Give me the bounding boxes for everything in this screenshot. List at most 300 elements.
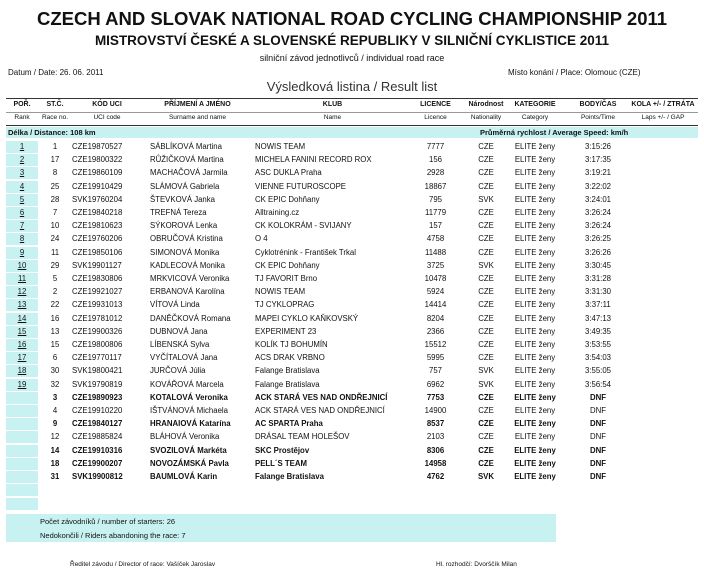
- row-start-number: 5: [52, 274, 58, 283]
- table-row: [6, 458, 698, 470]
- document-title: CZECH AND SLOVAK NATIONAL ROAD CYCLING CHAMPIONSHIP 2011: [36, 8, 668, 29]
- row-time: 3:37:11: [585, 300, 611, 310]
- row-start-number: 1: [52, 142, 58, 151]
- row-uci-code: CZE19870527: [72, 142, 123, 151]
- row-rank: 12: [17, 287, 27, 297]
- row-licence: 4758: [426, 234, 445, 244]
- row-category: ELITE ženy: [514, 472, 556, 481]
- row-time: 3:26:24: [584, 208, 611, 217]
- row-rank-cell: [6, 352, 38, 364]
- row-licence: 8306: [426, 445, 445, 455]
- row-rider-name: JURČOVÁ Júlia: [150, 366, 206, 376]
- row-start-number: 11: [50, 247, 60, 257]
- row-rank-cell: [6, 286, 38, 298]
- distance-label: Délka / Distance: 108 km: [8, 128, 96, 137]
- row-start-number: 10: [50, 221, 60, 231]
- row-licence: 14900: [424, 406, 447, 415]
- row-club: TJ CYKLOPRAG: [255, 300, 315, 310]
- row-category: ELITE ženy: [514, 366, 556, 376]
- row-rank: 11: [17, 274, 27, 283]
- row-rank-cell: [6, 445, 38, 457]
- col-laps: KOLA +/- / ZTRÁTA: [631, 101, 695, 108]
- row-time: DNF: [589, 458, 607, 468]
- row-club: ACK STARÁ VES NAD ONDŘEJNICÍ: [255, 406, 385, 415]
- row-rank-cell: [6, 458, 38, 470]
- row-start-number: 12: [50, 432, 60, 442]
- row-uci-code: SVK19900812: [72, 472, 123, 481]
- row-rank-cell: [6, 418, 38, 430]
- row-uci-code: SVK19790819: [72, 379, 123, 389]
- document-subtitle: MISTROVSTVÍ ČESKÉ A SLOVENSKÉ REPUBLIKY V SILNIČNÍ CYKLISTICE 2011: [94, 33, 610, 48]
- row-time: 3:31:28: [584, 274, 611, 283]
- row-club: O 4: [255, 234, 268, 244]
- row-start-number: 31: [50, 472, 60, 481]
- table-row: [6, 220, 698, 232]
- row-licence: 6962: [426, 379, 445, 389]
- row-licence: 11779: [424, 208, 447, 217]
- row-club: DRÁSAL TEAM HOLEŠOV: [255, 432, 350, 442]
- col-licence-en: Licence: [424, 114, 447, 121]
- row-rider-name: SÝKOROVÁ Lenka: [150, 221, 218, 231]
- row-rank: 16: [17, 340, 27, 349]
- row-rank-cell: [6, 167, 38, 179]
- row-rider-name: OBRUČOVÁ Kristina: [150, 234, 223, 244]
- table-row: [6, 247, 698, 259]
- row-rider-name: NOVOZÁMSKÁ Pavla: [150, 458, 229, 468]
- row-licence: 2928: [426, 168, 445, 178]
- row-rank: 5: [19, 194, 25, 204]
- col-start-en: Race no.: [41, 114, 69, 121]
- row-rank: 14: [17, 313, 27, 323]
- table-row: [6, 379, 698, 391]
- row-rider-name: ERBANOVÁ Karolína: [150, 287, 225, 297]
- row-club: ASC DUKLA Praha: [255, 168, 322, 178]
- row-uci-code: CZE19830806: [72, 274, 123, 283]
- row-nationality: SVK: [478, 379, 494, 389]
- table-row: [6, 418, 698, 430]
- row-category: ELITE ženy: [514, 300, 556, 310]
- row-rank: 2: [19, 155, 25, 165]
- col-name: PŘÍJMENÍ A JMÉNO: [164, 101, 231, 108]
- row-uci-code: SVK19901127: [72, 260, 122, 270]
- row-time: 3:31:30: [584, 287, 611, 297]
- row-uci-code: CZE19910429: [72, 181, 123, 191]
- row-rider-name: SIMONOVÁ Monika: [150, 247, 220, 257]
- empty-rank-cell: [6, 498, 38, 510]
- row-uci-code: SVK19800421: [72, 366, 123, 376]
- row-uci-code: CZE19890923: [72, 392, 123, 402]
- col-nat-en: Nationality: [470, 114, 502, 121]
- row-category: ELITE ženy: [514, 221, 556, 231]
- row-licence: 15512: [424, 340, 447, 349]
- col-cat: KATEGORIE: [514, 101, 556, 108]
- row-start-number: 6: [52, 353, 58, 363]
- row-rider-name: DANĚČKOVÁ Romana: [150, 313, 231, 323]
- row-category: ELITE ženy: [514, 326, 556, 336]
- row-club: VIENNE FUTUROSCOPE: [255, 181, 346, 191]
- row-uci-code: CZE19770117: [72, 353, 122, 363]
- row-rider-name: ŠTEVKOVÁ Janka: [150, 194, 216, 204]
- row-category: ELITE ženy: [514, 432, 556, 442]
- col-cat-en: Category: [521, 114, 549, 121]
- row-start-number: 16: [50, 313, 60, 323]
- row-start-number: 15: [50, 340, 60, 349]
- row-rank-cell: [6, 392, 38, 404]
- header-mid-rule: [6, 112, 698, 113]
- row-rank: 19: [17, 379, 27, 389]
- header-top-rule: [6, 98, 698, 99]
- row-category: ELITE ženy: [514, 340, 556, 349]
- row-rider-name: SÁBLÍKOVÁ Martina: [150, 142, 222, 151]
- row-nationality: CZE: [478, 340, 494, 349]
- row-rider-name: MACHAČOVÁ Jarmila: [150, 168, 228, 178]
- table-row: [6, 471, 698, 483]
- row-start-number: 18: [50, 458, 60, 468]
- row-licence: 8204: [426, 313, 445, 323]
- row-start-number: 30: [50, 366, 60, 376]
- row-nationality: CZE: [478, 142, 494, 151]
- row-time: 3:26:24: [584, 221, 611, 231]
- row-licence: 14414: [424, 300, 447, 310]
- row-time: 3:53:55: [584, 340, 611, 349]
- row-category: ELITE ženy: [514, 168, 556, 178]
- row-rank-cell: [6, 233, 38, 245]
- row-category: ELITE ženy: [514, 379, 556, 389]
- row-licence: 795: [428, 194, 442, 204]
- row-club: NOWIS TEAM: [255, 287, 306, 297]
- row-time: 3:49:35: [584, 326, 611, 336]
- row-rank-cell: [6, 194, 38, 206]
- row-club: MICHELA FANINI RECORD ROX: [255, 155, 372, 165]
- row-nationality: CZE: [478, 432, 494, 442]
- row-uci-code: CZE19850106: [72, 247, 123, 257]
- col-nat: Národnost: [468, 101, 504, 108]
- row-uci-code: CZE19910220: [72, 406, 123, 415]
- row-nationality: CZE: [478, 234, 494, 244]
- row-category: ELITE ženy: [514, 406, 556, 415]
- row-time: DNF: [589, 419, 607, 429]
- table-row: [6, 181, 698, 193]
- row-start-number: 7: [52, 208, 58, 217]
- row-club: TJ FAVORIT Brno: [255, 274, 318, 283]
- row-nationality: CZE: [478, 181, 494, 191]
- row-rider-name: SLÁMOVÁ Gabriela: [150, 181, 220, 191]
- row-rider-name: IŠTVÁNOVÁ Michaela: [150, 406, 228, 415]
- row-rider-name: KADLECOVÁ Monika: [150, 260, 225, 270]
- row-uci-code: CZE19860109: [72, 168, 123, 178]
- row-licence: 18867: [424, 181, 447, 191]
- row-rank-cell: [6, 207, 38, 219]
- row-rider-name: BLÁHOVÁ Veronika: [150, 432, 220, 442]
- row-rider-name: LÍBENSKÁ Sylva: [150, 340, 210, 349]
- row-uci-code: CZE19840127: [72, 419, 123, 429]
- row-category: ELITE ženy: [514, 234, 556, 244]
- row-licence: 8537: [426, 419, 445, 429]
- row-start-number: 22: [50, 300, 60, 310]
- row-uci-code: CZE19910316: [72, 445, 123, 455]
- row-club: EXPERIMENT 23: [255, 326, 317, 336]
- col-rank-en: Rank: [14, 114, 30, 121]
- table-row: [6, 273, 698, 285]
- row-nationality: CZE: [478, 353, 494, 363]
- row-rider-name: RŮŽIČKOVÁ Martina: [150, 155, 224, 165]
- row-nationality: CZE: [478, 168, 494, 178]
- table-row: [6, 339, 698, 351]
- row-licence: 5995: [426, 353, 445, 363]
- row-category: ELITE ženy: [514, 142, 556, 151]
- row-rank-cell: [6, 260, 38, 272]
- row-time: 3:15:26: [584, 142, 611, 151]
- row-rider-name: HRANAIOVÁ Katarína: [150, 419, 231, 429]
- row-nationality: CZE: [478, 445, 494, 455]
- row-nationality: CZE: [478, 406, 494, 415]
- col-licence: LICENCE: [420, 101, 451, 108]
- row-rider-name: VYČÍTALOVÁ Jana: [150, 353, 218, 363]
- row-uci-code: CZE19921027: [72, 287, 123, 297]
- row-club: Cyklotrénink - František Trkal: [255, 247, 356, 257]
- row-rank-cell: [6, 141, 38, 153]
- col-start: ST.Č.: [46, 101, 64, 108]
- row-category: ELITE ženy: [514, 353, 556, 363]
- row-licence: 7753: [426, 392, 445, 402]
- row-rank-cell: [6, 431, 38, 443]
- row-time: 3:55:05: [584, 366, 611, 376]
- row-licence: 14958: [424, 458, 447, 468]
- table-row: [6, 431, 698, 443]
- row-club: MAPEI CYKLO KAŇKOVSKÝ: [255, 313, 359, 323]
- row-time: 3:56:54: [584, 379, 611, 389]
- row-club: Falange Bratislava: [255, 366, 320, 376]
- table-row: [6, 392, 698, 404]
- row-rank: 17: [17, 353, 27, 363]
- table-row: [6, 352, 698, 364]
- row-uci-code: CZE19800806: [72, 340, 123, 349]
- row-start-number: 2: [52, 287, 58, 297]
- row-licence: 7777: [426, 142, 445, 151]
- table-row: [6, 207, 698, 219]
- row-rank-cell: [6, 405, 38, 417]
- row-rider-name: BAUMLOVÁ Karin: [150, 472, 218, 481]
- row-nationality: CZE: [478, 458, 494, 468]
- row-rank-cell: [6, 326, 38, 338]
- row-club: Alltraining.cz: [255, 208, 300, 217]
- row-rank-cell: [6, 379, 38, 391]
- row-rank: 6: [19, 208, 25, 217]
- row-category: ELITE ženy: [514, 313, 556, 323]
- row-time: 3:17:35: [584, 155, 611, 165]
- col-uci-en: UCI code: [93, 114, 121, 121]
- row-nationality: SVK: [478, 194, 494, 204]
- table-row: [6, 194, 698, 206]
- starters-count: Počet závodníků / number of starters: 26: [40, 517, 176, 526]
- row-rank: 1: [19, 142, 25, 151]
- table-row: [6, 260, 698, 272]
- row-licence: 5924: [426, 287, 445, 297]
- row-uci-code: CZE19810623: [72, 221, 123, 231]
- row-time: 3:26:26: [584, 247, 611, 257]
- row-rider-name: KOTALOVÁ Veronika: [150, 392, 228, 402]
- row-nationality: CZE: [478, 326, 494, 336]
- row-nationality: SVK: [478, 366, 494, 376]
- row-club: Falange Bratislava: [255, 472, 324, 481]
- row-nationality: CZE: [478, 274, 494, 283]
- row-time: 3:30:45: [584, 260, 611, 270]
- row-time: 3:54:03: [584, 353, 611, 363]
- row-licence: 4762: [426, 472, 445, 481]
- row-nationality: CZE: [478, 287, 494, 297]
- row-rider-name: TREFNÁ Tereza: [150, 208, 207, 217]
- row-licence: 3725: [426, 260, 445, 270]
- row-rank: 9: [19, 247, 25, 257]
- row-category: ELITE ženy: [514, 260, 556, 270]
- row-start-number: 32: [50, 379, 60, 389]
- row-start-number: 3: [52, 392, 58, 402]
- col-rank: POŘ.: [13, 101, 31, 108]
- col-laps-en: Laps +/- / GAP: [641, 114, 685, 121]
- row-time: 3:22:02: [584, 181, 611, 191]
- row-start-number: 9: [52, 419, 58, 429]
- row-category: ELITE ženy: [514, 194, 556, 204]
- row-uci-code: CZE19840218: [72, 208, 123, 217]
- row-uci-code: CZE19900207: [72, 458, 123, 468]
- row-club: SKC Prostějov: [255, 445, 310, 455]
- row-start-number: 29: [50, 260, 60, 270]
- row-category: ELITE ženy: [514, 458, 556, 468]
- row-time: DNF: [589, 472, 607, 481]
- row-nationality: CZE: [478, 208, 494, 217]
- row-time: DNF: [589, 432, 607, 442]
- race-date: Datum / Date: 26. 06. 2011: [8, 68, 104, 77]
- row-nationality: CZE: [478, 247, 494, 257]
- row-rank-cell: [6, 181, 38, 193]
- row-rider-name: DUBNOVÁ Jana: [150, 326, 208, 336]
- table-row: [6, 405, 698, 417]
- abandoned-count: Nedokončili / Riders abandoning the race: 7: [40, 531, 186, 540]
- table-row: [6, 326, 698, 338]
- row-time: 3:47:13: [584, 313, 611, 323]
- row-time: DNF: [589, 445, 607, 455]
- row-uci-code: CZE19760206: [72, 234, 123, 244]
- row-start-number: 8: [52, 168, 58, 178]
- row-rank-cell: [6, 339, 38, 351]
- row-club: Falange Bratislava: [255, 379, 320, 389]
- row-rank: 8: [19, 234, 25, 244]
- row-start-number: 24: [50, 234, 60, 244]
- average-speed-label: Průměrná rychlost / Average Speed: km/h: [480, 128, 629, 137]
- row-time: 3:24:01: [584, 194, 611, 204]
- row-club: KOLÍK TJ BOHUMÍN: [255, 340, 328, 349]
- row-rank-cell: [6, 313, 38, 325]
- row-rank: 4: [19, 181, 25, 191]
- row-club: ACK STARÁ VES NAD ONDŘEJNICÍ: [255, 392, 388, 402]
- table-row: [6, 299, 698, 311]
- col-club: KLUB: [322, 101, 343, 108]
- row-uci-code: CZE19885824: [72, 432, 123, 442]
- row-uci-code: CZE19931013: [72, 300, 123, 310]
- empty-rank-cell: [6, 484, 38, 496]
- row-start-number: 14: [50, 445, 60, 455]
- row-rank: 7: [19, 221, 25, 231]
- row-uci-code: SVK19760204: [72, 194, 123, 204]
- row-nationality: CZE: [478, 419, 494, 429]
- row-category: ELITE ženy: [514, 445, 556, 455]
- table-row: [6, 154, 698, 166]
- row-start-number: 17: [50, 155, 60, 165]
- table-row: [6, 167, 698, 179]
- row-uci-code: CZE19900326: [72, 326, 123, 336]
- col-time-en: Points/Time: [580, 114, 616, 121]
- row-time: 3:26:25: [584, 234, 611, 244]
- row-rank: 13: [17, 300, 27, 310]
- row-category: ELITE ženy: [514, 287, 556, 297]
- header-bottom-rule: [6, 125, 698, 126]
- row-licence: 757: [428, 366, 442, 376]
- row-category: ELITE ženy: [514, 392, 556, 402]
- row-licence: 2103: [426, 432, 445, 442]
- row-category: ELITE ženy: [514, 247, 556, 257]
- row-licence: 11488: [424, 247, 447, 257]
- row-category: ELITE ženy: [514, 419, 556, 429]
- row-rider-name: VÍTOVÁ Linda: [150, 300, 200, 310]
- row-club: NOWIS TEAM: [255, 142, 306, 151]
- race-place: Místo konání / Place: Olomouc (CZE): [508, 68, 641, 77]
- row-nationality: CZE: [478, 221, 494, 231]
- row-category: ELITE ženy: [514, 181, 556, 191]
- row-nationality: CZE: [478, 155, 494, 165]
- table-row: [6, 365, 698, 377]
- row-rank-cell: [6, 273, 38, 285]
- row-club: CK EPIC Dohňany: [255, 194, 320, 204]
- table-row: [6, 286, 698, 298]
- row-rank-cell: [6, 365, 38, 377]
- row-rider-name: SVOZILOVÁ Markéta: [150, 445, 227, 455]
- row-club: ACS DRAK VRBNO: [255, 353, 325, 363]
- row-rank-cell: [6, 247, 38, 259]
- row-club: CK KOLOKRÁM - SVIJANY: [255, 221, 352, 231]
- row-rank-cell: [6, 154, 38, 166]
- row-nationality: CZE: [478, 392, 494, 402]
- row-time: DNF: [589, 392, 607, 402]
- row-nationality: CZE: [478, 313, 494, 323]
- table-row: [6, 445, 698, 457]
- row-rider-name: KOVÁŘOVÁ Marcela: [150, 379, 224, 389]
- row-club: PELL´S TEAM: [255, 458, 307, 468]
- race-director: Ředitel závodu / Director of race: Vašíček Jaroslav: [70, 561, 216, 568]
- row-club: CK EPIC Dohňany: [255, 260, 320, 270]
- chief-judge: Hl. rozhodčí: Dvorščík Milan: [436, 561, 517, 568]
- col-club-en: Name: [323, 114, 342, 121]
- row-rank: 15: [17, 326, 27, 336]
- row-club: AC SPARTA Praha: [255, 419, 323, 429]
- row-licence: 157: [428, 221, 442, 231]
- row-uci-code: CZE19800322: [72, 155, 123, 165]
- row-licence: 10478: [424, 274, 447, 283]
- row-category: ELITE ženy: [514, 155, 556, 165]
- row-start-number: 28: [50, 194, 60, 204]
- col-uci: KÓD UCI: [92, 101, 122, 108]
- row-nationality: CZE: [478, 300, 494, 310]
- row-time: 3:19:21: [584, 168, 611, 178]
- row-start-number: 4: [52, 406, 58, 415]
- event-name: silniční závod jednotlivců / individual road race: [259, 53, 445, 63]
- row-category: ELITE ženy: [514, 208, 556, 217]
- row-rank-cell: [6, 299, 38, 311]
- row-uci-code: CZE19781012: [72, 313, 123, 323]
- row-rank-cell: [6, 220, 38, 232]
- col-time: BODY/ČAS: [579, 101, 617, 108]
- table-row: [6, 313, 698, 325]
- row-start-number: 13: [50, 326, 60, 336]
